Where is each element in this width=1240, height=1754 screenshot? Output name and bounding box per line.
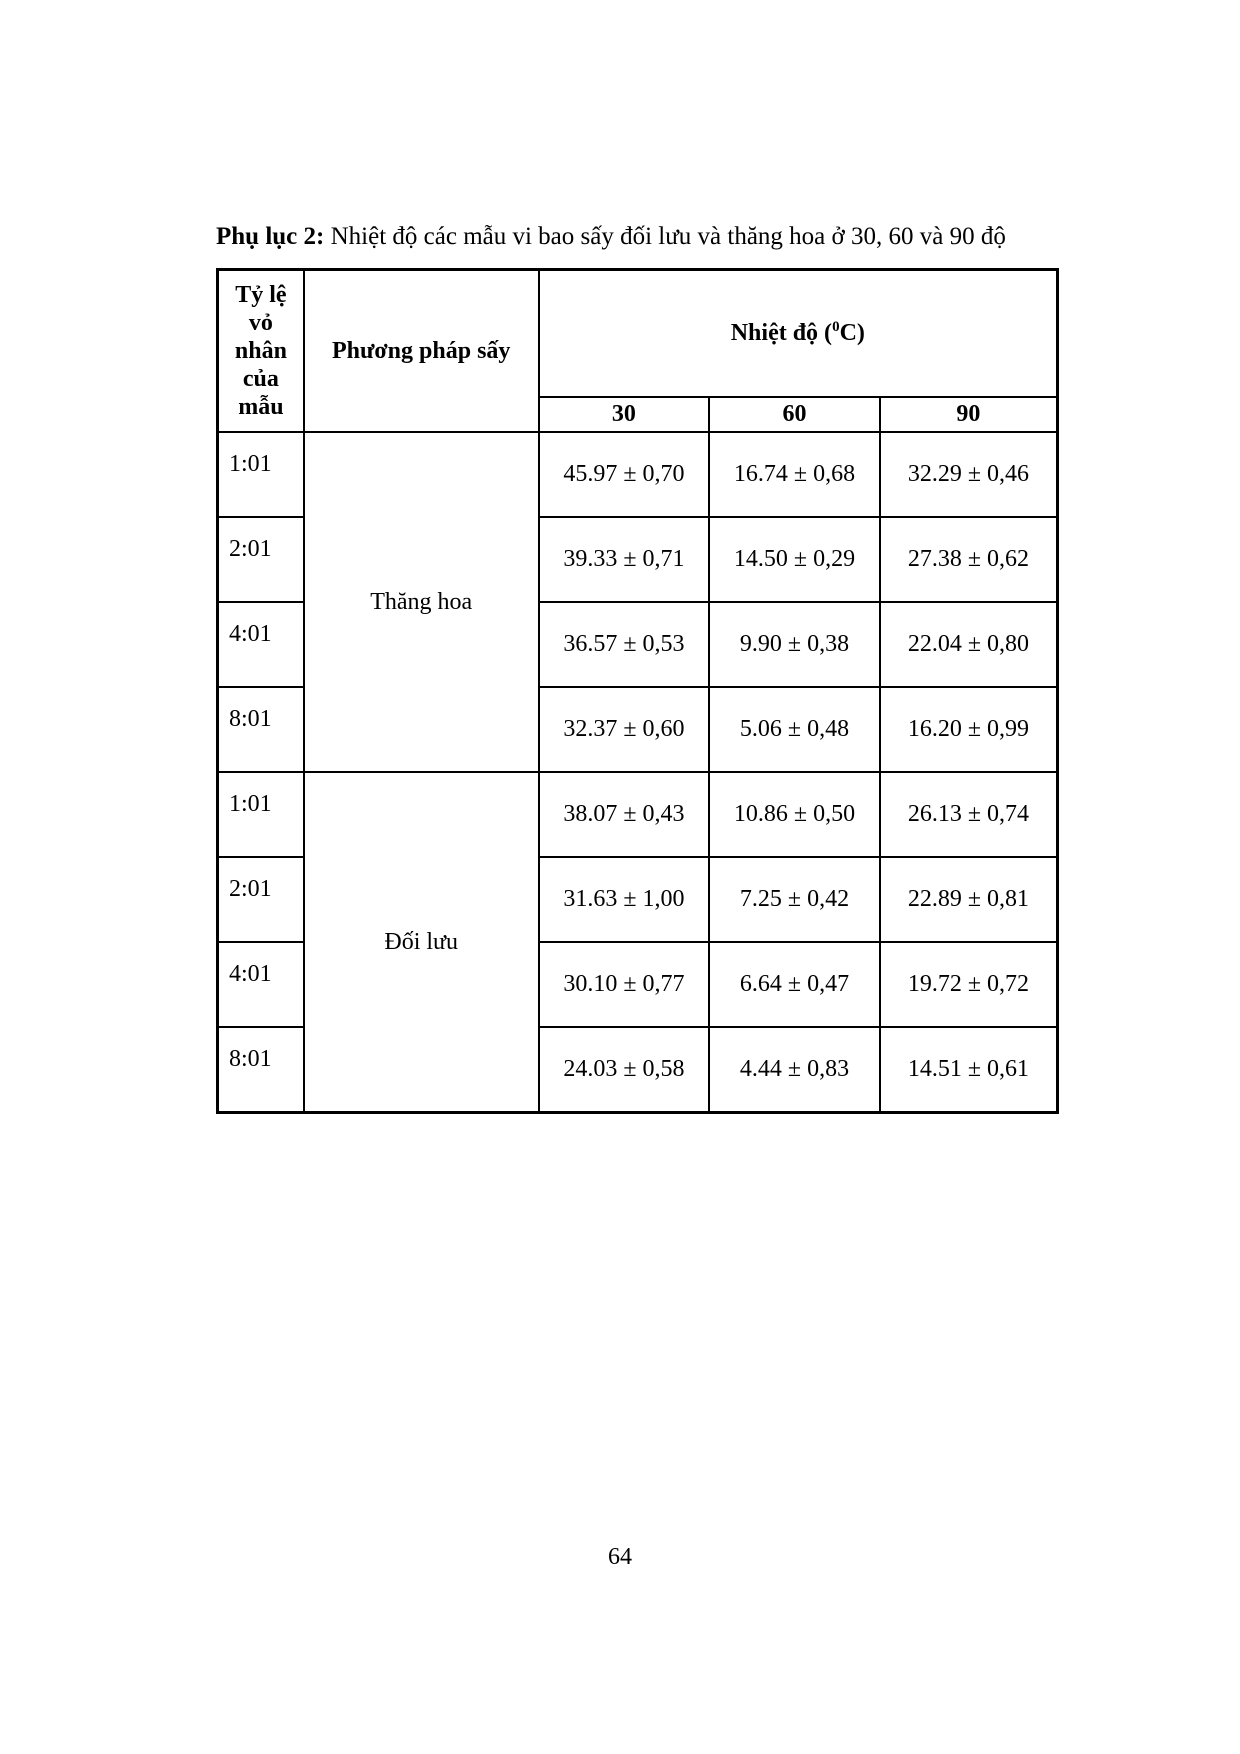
method-cell: Thăng hoa — [304, 432, 539, 772]
value-cell: 7.25 ± 0,42 — [709, 857, 880, 942]
value-cell: 38.07 ± 0,43 — [539, 772, 710, 857]
data-table — [216, 268, 1059, 1114]
value-cell: 31.63 ± 1,00 — [539, 857, 710, 942]
page-number: 64 — [608, 1544, 632, 1570]
value-cell: 30.10 ± 0,77 — [539, 942, 710, 1027]
value-cell: 14.50 ± 0,29 — [709, 517, 880, 602]
caption-label: Phụ lục 2: — [216, 223, 325, 250]
header-ratio-line: của — [242, 366, 279, 392]
value-cell: 24.03 ± 0,58 — [539, 1027, 710, 1113]
header-ratio-line: mẫu — [238, 394, 284, 420]
value-cell: 4.44 ± 0,83 — [709, 1027, 880, 1113]
value-cell: 6.64 ± 0,47 — [709, 942, 880, 1027]
ratio-cell: 8:01 — [218, 687, 304, 772]
ratio-cell: 2:01 — [218, 517, 304, 602]
ratio-cell: 4:01 — [218, 602, 304, 687]
value-cell: 10.86 ± 0,50 — [709, 772, 880, 857]
value-cell: 16.20 ± 0,99 — [880, 687, 1058, 772]
value-cell: 32.29 ± 0,46 — [880, 432, 1058, 517]
value-cell: 19.72 ± 0,72 — [880, 942, 1058, 1027]
table-row — [218, 432, 1058, 517]
header-temperature-suffix: C) — [839, 319, 865, 346]
table-caption — [216, 222, 1056, 252]
value-cell: 45.97 ± 0,70 — [539, 432, 710, 517]
value-cell: 16.74 ± 0,68 — [709, 432, 880, 517]
header-temperature-prefix: Nhiệt độ ( — [730, 319, 833, 346]
method-cell: Đối lưu — [304, 772, 539, 1113]
value-cell: 9.90 ± 0,38 — [709, 602, 880, 687]
ratio-cell: 1:01 — [218, 772, 304, 857]
value-cell: 26.13 ± 0,74 — [880, 772, 1058, 857]
value-cell: 39.33 ± 0,71 — [539, 517, 710, 602]
value-cell: 32.37 ± 0,60 — [539, 687, 710, 772]
header-temp-90: 90 — [880, 397, 1058, 432]
table-row — [218, 772, 1058, 857]
value-cell: 27.38 ± 0,62 — [880, 517, 1058, 602]
header-temp-30: 30 — [539, 397, 710, 432]
degree-superscript: 0 — [832, 318, 840, 335]
value-cell: 36.57 ± 0,53 — [539, 602, 710, 687]
header-method: Phương pháp sấy — [304, 270, 539, 433]
header-temperature — [539, 270, 1058, 397]
ratio-cell: 1:01 — [218, 432, 304, 517]
header-temp-60: 60 — [709, 397, 880, 432]
ratio-cell: 4:01 — [218, 942, 304, 1027]
caption-text: Nhiệt độ các mẫu vi bao sấy đối lưu và thăng hoa ở 30, 60 và 90 độ — [324, 223, 1006, 250]
ratio-cell: 8:01 — [218, 1027, 304, 1113]
header-ratio-line: nhân — [234, 338, 287, 364]
header-ratio-line: Tỷ lệ — [235, 282, 287, 308]
header-ratio — [218, 270, 304, 433]
value-cell: 5.06 ± 0,48 — [709, 687, 880, 772]
header-ratio-line: vỏ — [248, 310, 273, 336]
value-cell: 14.51 ± 0,61 — [880, 1027, 1058, 1113]
ratio-cell: 2:01 — [218, 857, 304, 942]
value-cell: 22.04 ± 0,80 — [880, 602, 1058, 687]
value-cell: 22.89 ± 0,81 — [880, 857, 1058, 942]
